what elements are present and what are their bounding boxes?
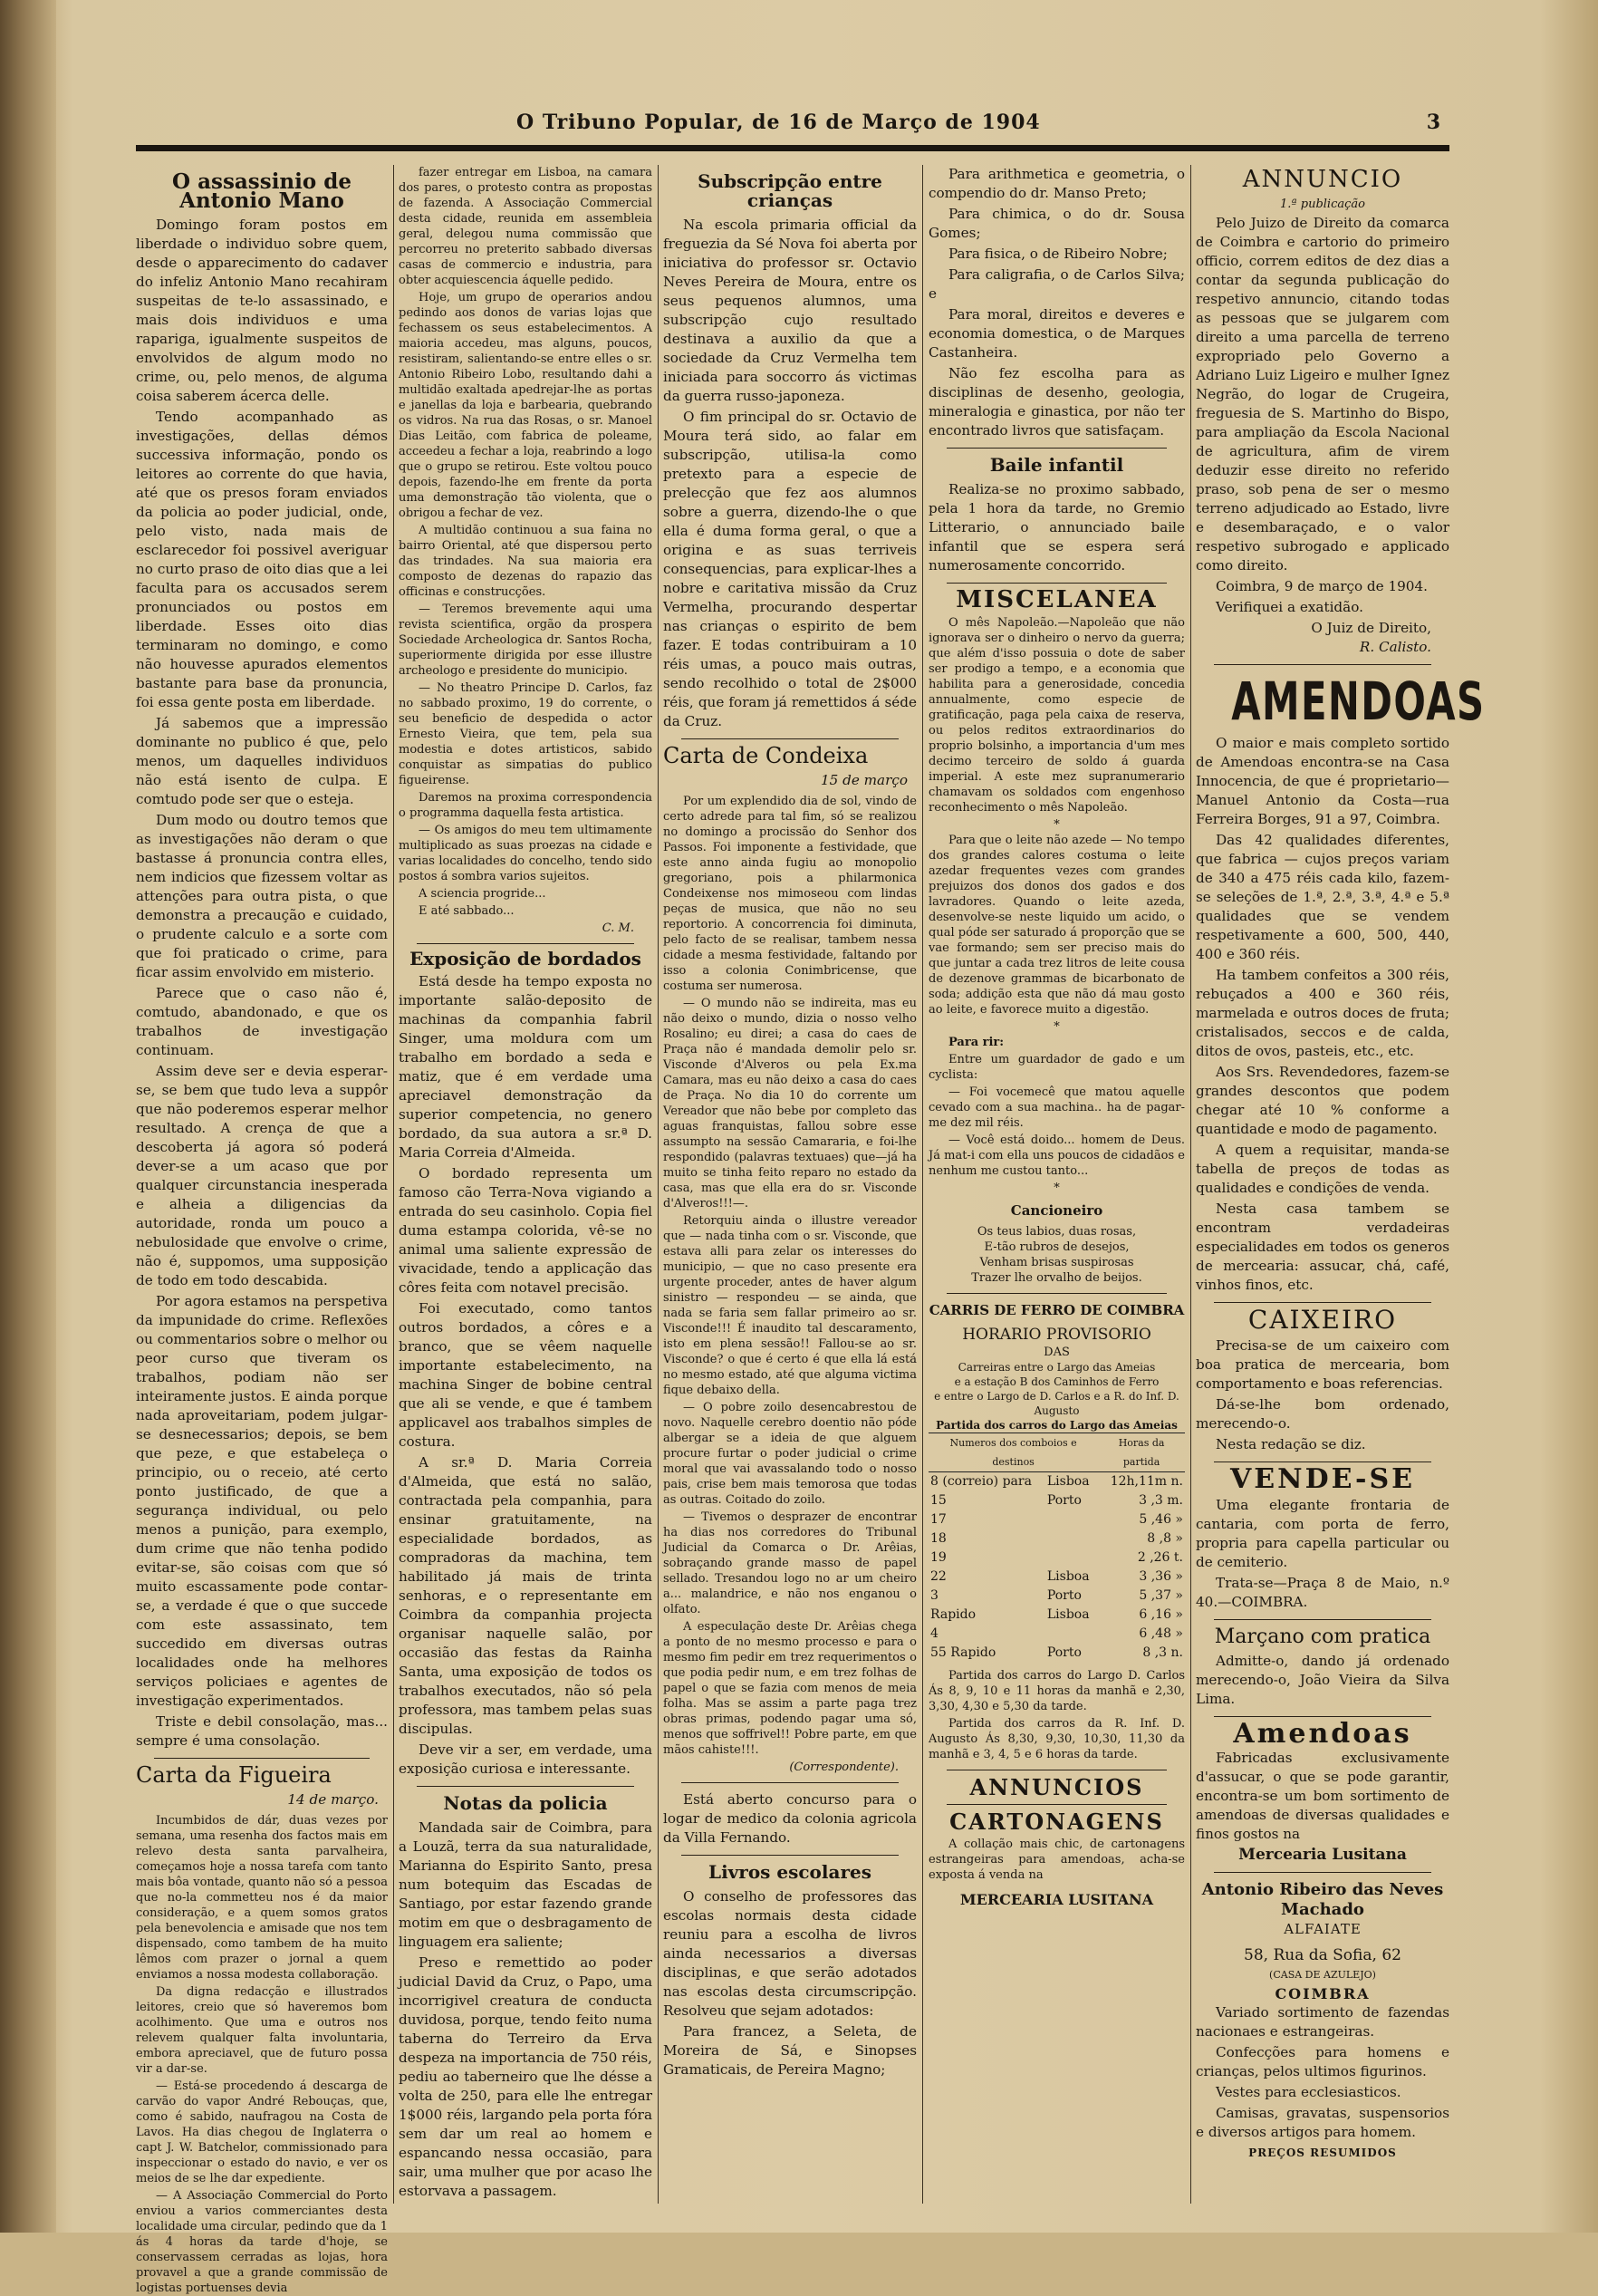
paragraph: O maior e mais completo sortido de Amendoas encontra-se na Casa Innocencia, de que é proprietario—Manuel Antonio da Costa—rua Ferreira Borges, 91 a 97, Coimbra. bbox=[1196, 735, 1449, 827]
paragraph: Preso e remettido ao poder judicial David da Cruz, o Papo, uma incorrigivel creatura de conducta duvidosa, porque, tendo feito numa taberna do Terreiro da Erva despeza na importancia de 750 réis, pediu ao taberneiro que lhe désse a volta de 250, para elle lhe entregar 1$000 réis, largando pela porta fóra sem dar um real ao homem e espancando nessa occasião, para sair, uma mulher que por acaso lhe estorvava a passagem. bbox=[399, 1954, 652, 2199]
schedule-cell: 5 ,46 » bbox=[1139, 1512, 1183, 1527]
divider bbox=[947, 1293, 1167, 1294]
divider bbox=[1214, 1619, 1431, 1620]
paragraph: Entre um guardador de gado e um cyclista: bbox=[929, 1053, 1185, 1082]
paragraph: — A Associação Commercial do Porto enviou a varios commerciantes desta localidade uma circular, pedindo que da 1 ás 4 horas da tarde d'hoje, se conservassem cerradas as lojas, hora provavel a que a grande commissão de logistas portuenses devia bbox=[136, 2189, 388, 2295]
verse-line: Venham brisas suspirosas bbox=[979, 1256, 1134, 1269]
page-number: 3 bbox=[1426, 111, 1440, 134]
paragraph: Para arithmetica e geometria, o compendio do dr. Manso Preto; bbox=[929, 166, 1185, 201]
ad-heading: VENDE-SE bbox=[1230, 1463, 1415, 1495]
paragraph: Na escola primaria official da freguezia da Sé Nova foi aberta por iniciativa do professor sr. Octavio Neves Pereira de Moura, entre os seus pequenos alumnos, uma subscripção cujo resultado destinava a auxilio da que a sociedade da Cruz Vermelha tem iniciada para soccorro ás victimas da guerra russo-japoneza. bbox=[663, 217, 917, 404]
paragraph: Realiza-se no proximo sabbado, pela 1 hora da tarde, no Gremio Litterario, o annunciado baile infantil que se espera será numerosamente concorrido. bbox=[929, 481, 1185, 574]
paragraph: Hoje, um grupo de operarios andou pedindo aos donos de varias lojas que fechassem os seus estabelecimentos. A maioria accedeu, mas alguns, poucos, resistiram, salientando-se entre elles o sr. Antonio Ribeiro Lobo, resultando dahi a multidão exaltada apedrejar-lhe as portas e janellas da loja e barbearia, quebrando os vidros. Na rua das Rosas, o sr. Manoel Dias Leitão, com fabrica de poleame, acceedeu a fechar a loja, reabrindo a logo que o grupo se retirou. Este voltou pouco depois, fazendo-lhe em frente da porta uma demonstração tão violenta, que o obrigou a fechar de vez. bbox=[399, 291, 652, 520]
paragraph: Por um explendido dia de sol, vindo de certo adrede para tal fim, só se realizou no domingo a procissão do Senhor dos Passos. Foi imponente a festividade, que este anno ainda fugiu ao monopolio gregoriano, pois a philarmonica Condeixense nos mimoseou com lindas peças de musica, que não no seu reportorio. A concorrencia foi diminuta, pelo facto de se realisar, tambem nessa cidade a mesma festividade, faltando por isso a colonia Conimbricense, que costuma ser numerosa. bbox=[663, 795, 917, 993]
schedule-row bbox=[929, 1472, 1185, 1492]
section-heading: ANNUNCIOS bbox=[969, 1774, 1144, 1800]
schedule-cell: 2 ,26 t. bbox=[1137, 1550, 1183, 1565]
schedule-cell: Lisboa bbox=[1046, 1569, 1090, 1584]
signature: R. Calisto. bbox=[1359, 639, 1431, 655]
schedule-row bbox=[929, 1625, 1185, 1644]
paragraph: O bordado representa um famoso cão Terra-Nova vigiando a entrada do seu casinholo. Copia fiel duma estampa colorida, vê-se no animal uma saliente expressão de vivacidade, tendo a applicação das côres feita com notavel precisão. bbox=[399, 1165, 652, 1296]
route-line: Carreiras entre o Largo das Ameias bbox=[958, 1361, 1156, 1374]
paragraph: A collação mais chic, de cartonagens estrangeiras para amendoas, acha-se exposta á venda na bbox=[929, 1838, 1185, 1882]
verse-line: Trazer lhe orvalho de beijos. bbox=[971, 1271, 1142, 1285]
article-heading: Notas da policia bbox=[443, 1792, 608, 1814]
ad-heading: Marçano com pratica bbox=[1214, 1626, 1431, 1648]
paragraph: Aos Srs. Revendedores, fazem-se grandes descontos que podem chegar até 10 % conforme a quantidade e modo de pagamento. bbox=[1196, 1064, 1449, 1137]
divider bbox=[681, 738, 899, 739]
paragraph: Para francez, a Seleta, de Moreira de Sá, e Sinopses Gramaticais, de Pereira Magno; bbox=[663, 2023, 917, 2078]
ad-subheading: 1.ª publicação bbox=[1280, 198, 1365, 211]
newspaper-title: O Tribuno Popular, de 16 de Março de 1904 bbox=[516, 111, 1041, 134]
paragraph: Assim deve ser e devia esperar-se, se bem que tudo leva a suppôr que não poderemos esperar melhor resultado. A crença de que a descoberta já agora só poderá dever-se a um acaso que por qualquer circunstancia inesperada e alheia a diligencias da autoridade, ronda um pouco a nebulosidade que envolve o crime, não é, suppomos, uma supposição de todo em todo descabida. bbox=[136, 1063, 388, 1288]
column-1 bbox=[136, 165, 388, 2295]
route-line: e entre o Largo de D. Carlos e a R. do Inf. D. Augusto bbox=[934, 1390, 1179, 1417]
paragraph: — No theatro Principe D. Carlos, faz no sabbado proximo, 19 do corrente, o seu beneficio de despedida o actor Ernesto Vieira, que tem, pela sua modestia e dotes artisticos, sabido conquistar as simpatias do publico figueirense. bbox=[399, 681, 652, 787]
schedule-cell: Porto bbox=[1046, 1588, 1082, 1603]
paragraph: A especulação deste Dr. Arêias chega a ponto de no mesmo processo e para o mesmo fim pedir em trez requerimentos o que podia pedir num, e em trez folhas de papel o que se fazia com menos de meia folha. Mas se assim a parte paga trez obras primas, podendo pagar uma só, menos que soffrivel!! Pobre parte, em que mãos cahiste!!!. bbox=[663, 1620, 917, 1757]
verse-line: Os teus labios, duas rosas, bbox=[977, 1225, 1137, 1239]
schedule-row bbox=[929, 1568, 1185, 1587]
schedule-cell: 8 (correio) para bbox=[930, 1474, 1032, 1489]
schedule-cell: Lisboa bbox=[1046, 1607, 1090, 1622]
divider bbox=[1214, 1716, 1431, 1717]
divider bbox=[681, 1855, 899, 1856]
ornament: * bbox=[1054, 1182, 1060, 1195]
column-divider bbox=[1190, 165, 1191, 2204]
schedule-cell: 6 ,16 » bbox=[1139, 1607, 1183, 1622]
schedule-col-header: Horas da partida bbox=[1118, 1437, 1165, 1468]
divider bbox=[154, 1758, 370, 1759]
route-line: e a estação B dos Caminhos de Ferro bbox=[954, 1375, 1160, 1388]
article-heading: CARRIS DE FERRO DE COIMBRA bbox=[929, 1302, 1185, 1318]
paragraph: Triste e debil consolação, mas... sempre é uma consolação. bbox=[136, 1713, 388, 1749]
article-heading: Subscripção entre crianças bbox=[698, 170, 882, 211]
schedule-cell: Lisboa bbox=[1046, 1474, 1090, 1489]
schedule-cell: Porto bbox=[1046, 1493, 1082, 1508]
schedule-row bbox=[929, 1606, 1185, 1625]
schedule-cell: 15 bbox=[930, 1493, 947, 1508]
paragraph: Dum modo ou doutro temos que as investigações não deram o que bastasse á pronuncia contra elles, nem indicios que fizessem voltar as attenções para outra pista, o que demonstra a precaução e cuidado, o prudente calculo e a sorte com que foi praticado o crime, para ficar assim envolvido em misterio. bbox=[136, 812, 388, 980]
address: 58, Rua da Sofia, 62 bbox=[1244, 1946, 1401, 1964]
schedule-title: HORARIO PROVISORIO bbox=[962, 1326, 1151, 1344]
column-4 bbox=[929, 165, 1185, 2213]
schedule-cell: 55 Rapido bbox=[930, 1645, 996, 1660]
schedule-subtitle: DAS bbox=[1044, 1346, 1070, 1359]
column-divider bbox=[393, 165, 394, 2204]
paragraph: Já sabemos que a impressão dominante no publico é que, pelo menos, um daquelles individuos não está isento de culpa. E comtudo pode ser que o esteja. bbox=[136, 715, 388, 807]
paragraph: A quem a requisitar, manda-se tabella de preços de todas as qualidades e condições de venda. bbox=[1196, 1142, 1449, 1196]
paragraph: Dá-se-lhe bom ordenado, merecendo-o. bbox=[1196, 1396, 1449, 1432]
paragraph: Está desde ha tempo exposta no importante salão-deposito de machinas da companhia fabril Singer, uma moldura com um trabalho em bordado a seda e matiz, que é em verdade uma apreciavel demonstração da superior competencia, no genero bordado, da sua autora a sr.ª D. Maria Correia d'Almeida. bbox=[399, 973, 652, 1161]
schedule-cell: Rapido bbox=[930, 1607, 977, 1622]
paragraph: Admitte-o, dando já ordenado merecendo-o, João Vieira da Silva Lima. bbox=[1196, 1653, 1449, 1707]
divider bbox=[947, 448, 1167, 449]
schedule-cell: 17 bbox=[930, 1512, 947, 1527]
schedule-row bbox=[929, 1548, 1185, 1568]
paragraph: Mandada sair de Coimbra, para a Louzã, terra da sua naturalidade, Marianna do Espirito Santo, presa num botequim das Escadas de Santiago, por estar fazendo grande motim em que o desbragamento de linguagem era saliente; bbox=[399, 1819, 652, 1950]
ad-heading: CARTONAGENS bbox=[949, 1809, 1164, 1835]
divider bbox=[1214, 1872, 1431, 1873]
schedule-cell: Porto bbox=[1046, 1645, 1082, 1660]
paragraph: Trata-se—Praça 8 de Maio, n.º 40.—COIMBRA. bbox=[1196, 1575, 1449, 1610]
paragraph: — Tivemos o desprazer de encontrar ha dias nos corredores do Tribunal Judicial da Comarca o Dr. Arêias, sobraçando grande masso de papel sellado. Tresandou logo no ar um cheiro a... malandrice, e não nos enganou o olfato. bbox=[663, 1510, 917, 1616]
paragraph: fazer entregar em Lisboa, na camara dos pares, o protesto contra as propostas de fazenda. A Associação Commercial desta cidade, reunida em assembleia geral, delegou numa commissão que percorreu no preterito sabbado diversas casas de commercio e industria, para obter acquiescencia áquelle pedido. bbox=[399, 166, 652, 287]
schedule-cell: 8 ,8 » bbox=[1147, 1531, 1183, 1546]
paragraph: — Está-se procedendo á descarga de carvão do vapor André Rebouças, que, como é sabido, naufragou na Costa de Lavos. Ha dias chegou de Inglaterra o capt J. W. Batchelor, commissionado para inspeccionar o estado do navio, e ver os meios de se lhe dar expediente. bbox=[136, 2079, 388, 2185]
schedule-cell: 19 bbox=[930, 1550, 947, 1565]
paragraph: Está aberto concurso para o logar de medico da colonia agricola da Villa Fernando. bbox=[663, 1791, 917, 1846]
section-heading: MISCELANEA bbox=[956, 586, 1158, 613]
divider bbox=[681, 1782, 899, 1783]
article-heading: Livros escolares bbox=[708, 1861, 871, 1883]
schedule-row bbox=[929, 1587, 1185, 1606]
signature: (Correspondente). bbox=[789, 1761, 899, 1774]
ad-heading: CAIXEIRO bbox=[1247, 1305, 1398, 1335]
paragraph: — Teremos brevemente aqui uma revista scientifica, orgão da prospera Sociedade Archeologica dr. Santos Rocha, superiormente dirigida por esse illustre archeologo e presidente do municipio. bbox=[399, 603, 652, 678]
paragraph: Vestes para ecclesiasticos. bbox=[1216, 2084, 1401, 2100]
address-note: (CASA DE AZULEJO) bbox=[1269, 1969, 1376, 1981]
schedule-table bbox=[929, 1433, 1185, 1663]
paragraph: — Foi vocemecê que matou aquelle cevado com a sua machina.. ha de pagar-me dez mil réis. bbox=[929, 1085, 1185, 1130]
schedule-row bbox=[929, 1491, 1185, 1510]
ornament: * bbox=[1054, 818, 1060, 832]
schedule-cell: 5 ,37 » bbox=[1139, 1588, 1183, 1603]
dateline: 14 de março. bbox=[287, 1791, 379, 1808]
paragraph: Fabricadas exclusivamente d'assucar, o que se pode garantir, encontra-se um bom sortimento de amendoas de diversas qualidades e finos gostos na bbox=[1196, 1750, 1449, 1842]
schedule-cell bbox=[1045, 1548, 1098, 1568]
price-note: PREÇOS RESUMIDOS bbox=[1248, 2146, 1397, 2159]
paragraph: Para rir: bbox=[948, 1036, 1005, 1049]
paragraph: Partida dos carros do Largo D. Carlos Ás 8, 9, 10 e 11 horas da manhã e 2,30, 3,30, 4,30 e 5,30 da tarde. bbox=[929, 1669, 1185, 1713]
page-header bbox=[136, 107, 1449, 143]
paragraph: Foi executado, como tantos outros bordados, a côres e a branco, que se vêem naquelle importante estabelecimento, na machina Singer de bobine central que ali se vende, e que é tambem applicavel aos trabalhos simples de costura. bbox=[399, 1300, 652, 1450]
schedule-cell bbox=[1045, 1625, 1098, 1644]
paragraph: Retorquiu ainda o illustre vereador que — nada tinha com o sr. Visconde, que estava alli para zelar os interesses do municipio, — que no caso presente era urgente proceder, antes de haver algum sinistro — respondeu — se ainda, que nada se faria sem fallar primeiro ao sr. Visconde!!! É inaudito tal descaramento, isto em plena sessão!! Fallou-se ao sr. Visconde? o que é certo é que ella lá está no mesmo estado, até que alguma victima fique debaixo della. bbox=[663, 1214, 917, 1397]
schedule-cell: 12h,11m n. bbox=[1110, 1474, 1183, 1489]
paragraph: E até sabbado... bbox=[419, 904, 515, 918]
schedule-cell: 4 bbox=[930, 1626, 939, 1641]
column-5 bbox=[1196, 165, 1486, 2213]
paragraph: Variado sortimento de fazendas nacionaes e estrangeiras. bbox=[1196, 2004, 1449, 2040]
signature: C. M. bbox=[602, 921, 634, 935]
divider bbox=[947, 583, 1167, 584]
schedule-cell: 18 bbox=[930, 1531, 947, 1546]
paragraph: Das 42 qualidades diferentes, que fabrica — cujos preços variam de 340 a 475 réis cada kilo, fazem-se seleções de 1.ª, 2.ª, 3.ª, 4.ª e 5.ª qualidades que se vendem respetivamente a 600, 500, 440, 400 e 360 réis. bbox=[1196, 832, 1449, 962]
schedule-row bbox=[929, 1529, 1185, 1548]
paragraph: Da digna redacção e illustrados leitores, creio que só haveremos bom acolhimento. Que uma e outros nos relevem qualquer falta involuntaria, embora apreciavel, que de futuro possa vir a dar-se. bbox=[136, 1985, 388, 2076]
ad-heading: ANNUNCIO bbox=[1242, 166, 1403, 193]
paragraph: — Você está doido... homem de Deus. Já mat-i com ella uns poucos de cidadãos e nenhum me custou tanto... bbox=[929, 1134, 1185, 1178]
paragraph: Para que o leite não azede — No tempo dos grandes calores costuma o leite azedar frequentes vezes com grandes prejuizos dos donos dos gados e dos lavradores. Quando o leite azeda, desenvolve-se neste liquido um acido, o qual póde ser saturado á proporção que se vae formando; sem ser preciso mais do que juntar a cada trez litros de leite cousa de dezenove grammas de bicarbonato de soda; addição esta que não dá mau gosto ao leite, e favorece muito a digestão. bbox=[929, 834, 1185, 1017]
schedule-col-header: Numeros dos comboios e destinos bbox=[949, 1437, 1077, 1468]
paragraph: Nesta redação se diz. bbox=[1216, 1436, 1366, 1452]
article-heading: Carta da Figueira bbox=[136, 1762, 332, 1788]
schedule-cell bbox=[1045, 1529, 1098, 1548]
paragraph: Ha tambem confeitos a 300 réis, rebuçados a 400 e 360 réis, marmelada e outros doces de fruta; cristalisados, seccos e de calda, ditos de ovos, pasteis, etc., etc. bbox=[1196, 967, 1449, 1059]
paragraph: A multidão continuou a sua faina no bairro Oriental, até que dispersou perto das trindades. Na sua maioria era composto de dezenas do rapazio das officinas e construcções. bbox=[399, 524, 652, 599]
route-line: Partida dos carros do Largo das Ameias bbox=[936, 1419, 1178, 1432]
column-divider bbox=[658, 165, 659, 2204]
paragraph: Parece que o caso não é, comtudo, abandonado, e que os trabalhos de investigação continuam. bbox=[136, 985, 388, 1058]
schedule-cell: 3 ,36 » bbox=[1139, 1569, 1183, 1584]
schedule-row bbox=[929, 1510, 1185, 1529]
divider bbox=[417, 943, 634, 944]
divider bbox=[947, 1804, 1167, 1805]
paragraph: — O pobre zoilo desencabrestou de novo. Naquelle cerebro doentio não póde albergar se a ideia de que alguem procure furtar o poder judicial o crime moral que vai avassalando todo o nosso pais, crise bem mais temorosa que todas as outras. Coitado do zoilo. bbox=[663, 1401, 917, 1507]
paragraph: Incumbidos de dár, duas vezes por semana, uma resenha dos factos mais em relevo desta santa parvalheira, começamos hoje a nossa tarefa com tanto mais bôa vontade, quanto não só a pessoa que no-la commetteu nos é da maior consideração, e a quem somos gratos pela benevolencia e amisade que nos tem dispensado, como tambem de ha muito lêmos com prazer o jornal a quem enviamos a nossa modesta collaboração. bbox=[136, 1814, 388, 1982]
paragraph: Precisa-se de um caixeiro com boa pratica de mercearia, bom comportamento e boas referencias. bbox=[1196, 1337, 1449, 1392]
dateline: 15 de março bbox=[820, 772, 908, 788]
column-2 bbox=[399, 165, 652, 2213]
page-binding-edge bbox=[0, 0, 56, 2233]
paragraph: Tendo acompanhado as investigações, dellas démos successiva informação, pondo os leitores ao corrente do que havia, até que os presos foram enviados da policia ao poder judicial, onde, pelo visto, nada mais de esclarecedor foi possivel averiguar no curto praso de oito dias que a lei faculta para os accusados serem pronunciados ou postos em liberdade. Esses oito dias terminaram no domingo, e como não houvesse apurados elementos bastante para base da pronuncia, foi essa gente posta em liberdade. bbox=[136, 409, 388, 710]
paragraph: A sciencia progride... bbox=[419, 887, 546, 901]
article-heading: Exposição de bordados bbox=[409, 948, 641, 970]
paragraph: Uma elegante frontaria de cantaria, com porta de ferro, propria para capella particular ou de cemiterio. bbox=[1196, 1497, 1449, 1570]
paragraph: Para moral, direitos e deveres e economia domestica, o de Marques Castanheira. bbox=[929, 306, 1185, 361]
ad-heading: MERCEARIA LUSITANA bbox=[959, 1891, 1154, 1908]
paragraph: Por agora estamos na perspetiva da impunidade do crime. Reflexões ou commentarios sobre o melhor ou peor curso que tiveram os trabalhos, podiam não ser inteiramente justos. E ainda porque nada aproveitariam, podem julgar-se desnecessarios; depois, se bem que peze, e que estabeleça o principio, ou o receio, até certo ponto justificado, de que a segurança individual, ou pelo menos a punição, para exemplo, dum crime que não tenha podido evitar-se, são coisas com que só muito escassamente pode contar-se, a verdade é que o que succede com este assassinato, tem succedido em diversas outras localidades onde ha melhores serviços policiaes e agentes de investigação experimentados. bbox=[136, 1293, 388, 1709]
divider bbox=[1214, 664, 1431, 665]
paragraph: Não fez escolha para as disciplinas de desenho, geologia, mineralogia e ginastica, por não ter encontrado livros que satisfaçam. bbox=[929, 365, 1185, 439]
article-heading: Cancioneiro bbox=[1010, 1202, 1103, 1219]
paragraph: Para caligrafia, o de Carlos Silva; e bbox=[929, 266, 1185, 302]
paragraph: Verifiquei a exatidão. bbox=[1216, 599, 1363, 615]
ad-subheading: ALFAIATE bbox=[1284, 1921, 1362, 1937]
schedule-cell: 6 ,48 » bbox=[1139, 1626, 1183, 1641]
schedule-cell: 8 ,3 n. bbox=[1142, 1645, 1183, 1660]
divider bbox=[417, 1786, 634, 1787]
ad-heading: Mercearia Lusitana bbox=[1238, 1846, 1407, 1864]
divider bbox=[1214, 1302, 1431, 1303]
paragraph: Daremos na proxima correspondencia o programma daquella festa artistica. bbox=[399, 791, 652, 820]
paragraph: A sr.ª D. Maria Correia d'Almeida, que está no salão, contractada pela companhia, para ensinar gratuitamente, na especialidade bordados, as compradoras da machina, tem habilitado já mais de trinta senhoras, e o representante em Coimbra da companhia projecta organisar naquelle salão, por occasião das festas da Rainha Santa, uma exposição de todos os trabalhos executados, não só pela professora, mas tambem pelas suas discipulas. bbox=[399, 1454, 652, 1737]
paragraph: Partida dos carros da R. Inf. D. Augusto Ás 8,30, 9,30, 10,30, 11,30 da manhã e 3, 4, 5 e 6 horas da tarde. bbox=[929, 1717, 1185, 1761]
paragraph: Deve vir a ser, em verdade, uma exposição curiosa e interessante. bbox=[399, 1741, 652, 1777]
column-3 bbox=[663, 165, 917, 2213]
article-heading: O assassinio de Antonio Mano bbox=[172, 169, 351, 213]
paragraph: O mês Napoleão.—Napoleão que não ignorava ser o dinheiro o nervo da guerra; que além d'isso possuia o dote de saber ser prodigo a tempo, e a economia que habilita para a generosidade, concedia annualmente, como especie de gratificação, paga pela caixa de reserva, ou pelos reditos extraordinarios do proprio bolsinho, a importancia d'um mes decimo terceiro de soldo á guarda imperial. A este mez supranumerario chamavam os soldados com engenhoso reconhecimento o mês Napoleão. bbox=[929, 616, 1185, 815]
column-divider bbox=[922, 165, 923, 2204]
signature: O Juiz de Direito, bbox=[1311, 620, 1431, 636]
paragraph: Para fisica, o de Ribeiro Nobre; bbox=[948, 246, 1168, 262]
ad-heading: AMENDOAS bbox=[1231, 670, 1486, 732]
paragraph: Camisas, gravatas, suspensorios e diversos artigos para homem. bbox=[1196, 2105, 1449, 2140]
paragraph: Confecções para homens e crianças, pelos ultimos figurinos. bbox=[1196, 2044, 1449, 2079]
paragraph: Para chimica, o do dr. Sousa Gomes; bbox=[929, 206, 1185, 241]
schedule-cell: 3 bbox=[930, 1588, 939, 1603]
paragraph: O conselho de professores das escolas normais desta cidade reuniu para a escolha de livros ainda necessarios a diversas disciplinas, e que serão adotados nas escolas desta circumscripção. Resolveu que sejam adotados: bbox=[663, 1888, 917, 2019]
paragraph: Pelo Juizo de Direito da comarca de Coimbra e cartorio do primeiro officio, correm editos de dez dias a contar da segunda publicação do respetivo annuncio, citando todas as pessoas que se julgarem com direito a uma parcella de terreno expropriado pelo Governo a Adriano Luiz Ligeiro e mulher Ignez Negrão, do logar de Crugeira, freguesia de S. Martinho do Bispo, para ampliação da Escola Nacional de agricultura, afim de virem deduzir esse direito no referido praso, sob pena de ser o mesmo terreno adjudicado ao Estado, livre e desembaraçado, e o valor respetivo subrogado e applicado como direito. bbox=[1196, 215, 1449, 574]
schedule-row bbox=[929, 1644, 1185, 1663]
paragraph: — O mundo não se indireita, mas eu não deixo o mundo, dizia o nosso velho Rosalino; eu direi; a casa do caes de Praça não é mandada demolir pelo sr. Visconde d'Alveros ou pela Ex.ma Camara, mas eu não deixo a casa do caes de Praça. No dia 10 do corrente um Vereador que não bebe por completo das aguas franquistas, fallou sobre esse assumpto na sessão Camararia, e foi-lhe respondido (palavras textuaes) que—já ha muito se tinha feito reparo no estado da casa, mas que ella era do sr. Visconde d'Alveros!!!—. bbox=[663, 997, 917, 1211]
ad-heading: Antonio Ribeiro das Neves Machado bbox=[1201, 1880, 1444, 1919]
article-heading: Carta de Condeixa bbox=[663, 743, 869, 768]
schedule-cell: 22 bbox=[930, 1569, 947, 1584]
paragraph: Nesta casa tambem se encontram verdadeiras especialidades em todos os generos de mercearia: assucar, chá, café, vinhos finos, etc. bbox=[1196, 1201, 1449, 1293]
article-heading: Baile infantil bbox=[989, 454, 1124, 476]
verse-line: E-tão rubros de desejos, bbox=[984, 1240, 1130, 1254]
schedule-cell: 3 ,3 m. bbox=[1139, 1493, 1183, 1508]
ad-heading: Amendoas bbox=[1233, 1718, 1412, 1750]
paragraph: O fim principal do sr. Octavio de Moura terá sido, ao falar em subscripção, utilisa-la como pretexto para a especie de prelecção que fez aos alumnos sobre a guerra, dizendo-lhe o que ella é duma forma geral, o que a origina e as suas terriveis consequencias, para explicar-lhes a nobre e caritativa missão da Cruz Vermelha, procurando despertar nas crianças o espirito de bem fazer. E todas contribuiram a 10 réis umas, a pouco mais outras, sendo recolhido o total de 2$000 réis, que foram já remettidos á séde da Cruz. bbox=[663, 409, 917, 729]
ornament: * bbox=[1054, 1020, 1060, 1034]
paragraph: Domingo foram postos em liberdade o individuo sobre quem, desde o apparecimento do cadaver do infeliz Antonio Mano recahiram suspeitas de te-lo assassinado, e mais dois individuos e uma rapariga, igualmente suspeitos de envolvidos de algum modo no crime, ou, pelo menos, de alguma coisa saberem ácerca delle. bbox=[136, 217, 388, 404]
city: COIMBRA bbox=[1275, 1985, 1371, 2002]
paragraph: Coimbra, 9 de março de 1904. bbox=[1216, 578, 1428, 594]
schedule-cell bbox=[1045, 1510, 1098, 1529]
paragraph: — Os amigos do meu tem ultimamente multiplicado as suas proezas na cidade e varias localidades do concelho, tendo sido postos á sombra varios sujeitos. bbox=[399, 824, 652, 883]
header-rule bbox=[136, 145, 1449, 151]
